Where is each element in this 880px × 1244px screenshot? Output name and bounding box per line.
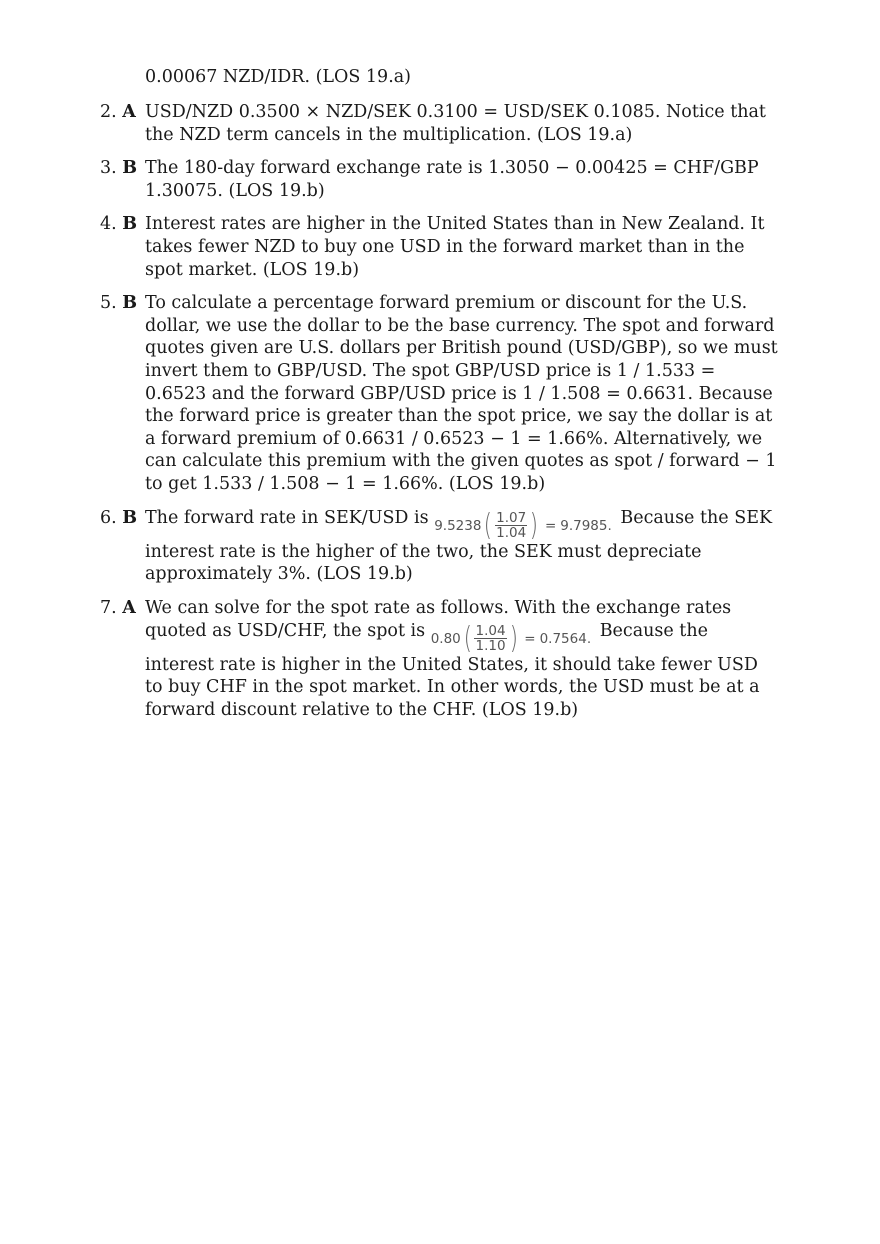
right-paren: ) [529, 507, 539, 543]
answer-item-7 [100, 597, 780, 722]
answer-marker [100, 157, 137, 180]
formula-numerator: 1.04 [475, 623, 506, 640]
formula-result: 9.7985. [560, 517, 612, 534]
left-paren: ( [484, 507, 493, 543]
answer-number: 7. [100, 597, 117, 618]
answer-explanation-end: Because the interest rate is higher in the United States, it should take fewer USD to buy CHF in the spot market. In other words, the USD must be at a forward discount relative to the CHF. (LOS 19.b) [145, 620, 760, 721]
answer-marker [100, 292, 137, 315]
answer-number: 4. [100, 214, 117, 235]
formula-fraction [495, 511, 527, 540]
answer-number: 3. [100, 158, 117, 179]
answer-marker [100, 213, 137, 236]
answer-item-2 [100, 101, 780, 146]
answer-explanation: USD/NZD 0.3500 × NZD/SEK 0.3100 = USD/SEK 0.1085. Notice that the NZD term cancels in the multiplication. (LOS 19.a) [145, 102, 766, 145]
formula-result: 0.7564. [539, 630, 592, 647]
answer-explanation-start: The forward rate in SEK/USD is [145, 507, 429, 528]
answer-explanation: Interest rates are higher in the United States than in New Zealand. It takes fewer NZD to buy one USD in the forward market than in the spot market. (LOS 19.b) [145, 214, 765, 280]
formula-coefficient: 9.5238 [434, 517, 482, 534]
answer-item-5 [100, 292, 780, 495]
left-paren: ( [463, 620, 472, 656]
answer-explanation: To calculate a percentage forward premium or discount for the U.S. dollar, we use the dollar to be the base currency. The spot and forward quotes given are U.S. dollars per British pound (USD/GBP), so we must invert them to GBP/USD. The spot GBP/USD price is 1 / 1.533 = 0.6523 and the forward GBP/USD price is 1 / 1.508 = 0.6631. Because the forward price is greater than the spot price, we say the dollar is at a forward premium of 0.6631 / 0.6523 − 1 = 1.66%. Alternatively, we can calculate this premium with the given quotes as spot / forward − 1 to get 1.533 / 1.508 − 1 = 1.66%. (LOS 19.b) [145, 293, 778, 494]
right-paren: ) [509, 620, 518, 656]
answer-letter: B [122, 158, 138, 179]
answer-explanation-end: Because the SEK interest rate is the higher of the two, the SEK must depreciate approximately 3%. (LOS 19.b) [145, 507, 773, 585]
answer-letter: B [122, 214, 138, 235]
carryover-line: 0.00067 NZD/IDR. (LOS 19.a) [145, 67, 412, 87]
answer-number: 6. [100, 507, 117, 528]
answer-number: 5. [100, 293, 117, 314]
formula-denominator: 1.10 [475, 638, 506, 655]
answer-item-4 [100, 213, 780, 281]
answer-marker [100, 597, 136, 620]
formula-numerator: 1.07 [496, 510, 527, 527]
forward-rate-formula [434, 507, 612, 543]
answer-explanation: The 180-day forward exchange rate is 1.3050 − 0.00425 = CHF/GBP 1.30075. (LOS 19.b) [145, 158, 759, 201]
answer-letter: A [122, 102, 136, 122]
answer-number: 2. [100, 102, 117, 122]
spot-rate-formula [430, 620, 592, 656]
answer-list [100, 101, 780, 733]
answer-marker [100, 507, 137, 530]
formula-coefficient: 0.80 [430, 630, 461, 647]
answer-explanation-start: We can solve for the spot rate as follows. With the exchange rates quoted as USD/CHF, the spot is [145, 597, 732, 641]
answer-marker [100, 101, 136, 124]
formula-fraction [474, 624, 506, 653]
equals-sign: = [544, 517, 557, 534]
answer-item-3 [100, 157, 780, 202]
answer-letter: B [122, 293, 138, 314]
answer-letter: A [122, 597, 136, 618]
formula-denominator: 1.04 [496, 525, 527, 542]
equals-sign: = [524, 630, 536, 647]
answer-letter: B [122, 507, 138, 528]
answer-item-6 [100, 507, 780, 586]
